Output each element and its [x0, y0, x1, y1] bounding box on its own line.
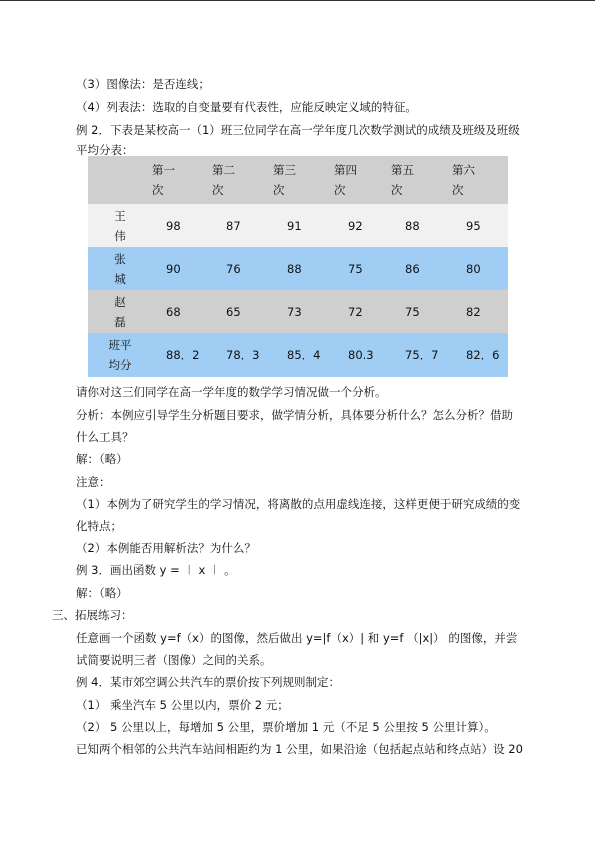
table-row [88, 290, 508, 333]
header-cell: 第一 次 [152, 163, 175, 197]
header-cell: 第六 次 [452, 163, 475, 197]
table-row [88, 333, 508, 377]
page-top-border [0, 0, 595, 1]
student-name-cell: 王 伟 [114, 208, 126, 243]
exercise-line-1: 任意画一个函数 y=f（x）的图像，然后做出 y=|f（x）| 和 y=f （|x|） 的图像，并尝 [76, 631, 518, 645]
score-cell: 80 [466, 261, 481, 276]
score-cell: 75 [405, 304, 420, 319]
method-graph-line: （3）图像法：是否连线； [76, 77, 210, 91]
score-cell: 73 [287, 304, 302, 319]
analysis-line-2: 什么工具？ [76, 430, 134, 444]
table-header-row [88, 156, 508, 204]
score-cell: 87 [226, 218, 241, 233]
class-average-label-cell: 班平 均分 [108, 338, 132, 372]
average-cell: 75．7 [405, 348, 439, 362]
example-3-line: 例 3．画出函数 y = ︱ x ︱ 。 [76, 563, 236, 577]
average-cell: 85．4 [287, 348, 321, 362]
exercise-line-2: 试简要说明三者（图像）之间的关系。 [76, 653, 272, 667]
table-row [88, 247, 508, 290]
note-1-line-1: （1）本例为了研究学生的学习情况，将离散的点用虚线连接，这样更便于研究成绩的变 [76, 497, 521, 511]
fare-rule-2: （2） 5 公里以上，每增加 5 公里，票价增加 1 元（不足 5 公里按 5 公里计算）。 [76, 720, 496, 734]
score-cell: 92 [348, 218, 363, 233]
score-table [88, 156, 508, 377]
average-cell: 80.3 [348, 348, 374, 362]
example-2-line-2: 平均分表： [76, 143, 134, 157]
average-cell: 78．3 [226, 348, 260, 362]
section-3-heading: 三、拓展练习： [52, 608, 133, 622]
score-cell: 88 [405, 218, 420, 233]
score-cell: 88 [287, 261, 302, 276]
score-cell: 98 [166, 218, 181, 233]
header-cell: 第三 次 [273, 163, 296, 197]
method-table-line: （4）列表法：选取的自变量要有代表性，应能反映定义域的特征。 [76, 100, 417, 114]
average-cell: 88．2 [166, 348, 200, 362]
table-row [88, 204, 508, 247]
score-cell: 90 [166, 261, 181, 276]
score-cell: 68 [166, 304, 181, 319]
analysis-request-line: 请你对这三们同学在高一学年度的数学学习情况做一个分析。 [76, 385, 387, 399]
score-cell: 75 [348, 261, 363, 276]
student-name-cell: 赵 磊 [114, 294, 126, 329]
solution-line: 解：（略） [76, 452, 128, 466]
student-name-cell: 张 城 [114, 251, 126, 286]
header-cell: 第五 次 [391, 163, 414, 197]
fare-rule-1: （1） 乘坐汽车 5 公里以内，票价 2 元； [76, 698, 289, 712]
header-cell: 第四 次 [334, 163, 357, 197]
score-cell: 86 [405, 261, 420, 276]
note-2-line: （2）本例能否用解析法？为什么？ [76, 541, 256, 555]
example-4-line: 例 4．某市郊空调公共汽车的票价按下列规则制定： [76, 675, 340, 689]
example-2-line-1: 例 2．下表是某校高一（1）班三位同学在高一学年度几次数学测试的成绩及班级及班级 [76, 123, 520, 137]
note-heading: 注意： [76, 475, 111, 489]
bus-stop-line: 已知两个相邻的公共汽车站间相距约为 1 公里，如果沿途（包括起点站和终点站）设 20 [76, 742, 523, 756]
score-cell: 76 [226, 261, 241, 276]
solution-line-2: 解：（略） [76, 586, 128, 600]
analysis-line-1: 分析：本例应引导学生分析题目要求，做学情分析，具体要分析什么？怎么分析？借助 [76, 408, 513, 422]
score-cell: 72 [348, 304, 363, 319]
score-cell: 95 [466, 218, 481, 233]
score-cell: 65 [226, 304, 241, 319]
score-cell: 82 [466, 304, 481, 319]
score-cell: 91 [287, 218, 302, 233]
header-corner-cell [88, 156, 152, 204]
header-cell: 第二 次 [212, 163, 235, 197]
note-1-line-2: 化特点； [76, 519, 122, 533]
average-cell: 82．6 [466, 348, 500, 362]
